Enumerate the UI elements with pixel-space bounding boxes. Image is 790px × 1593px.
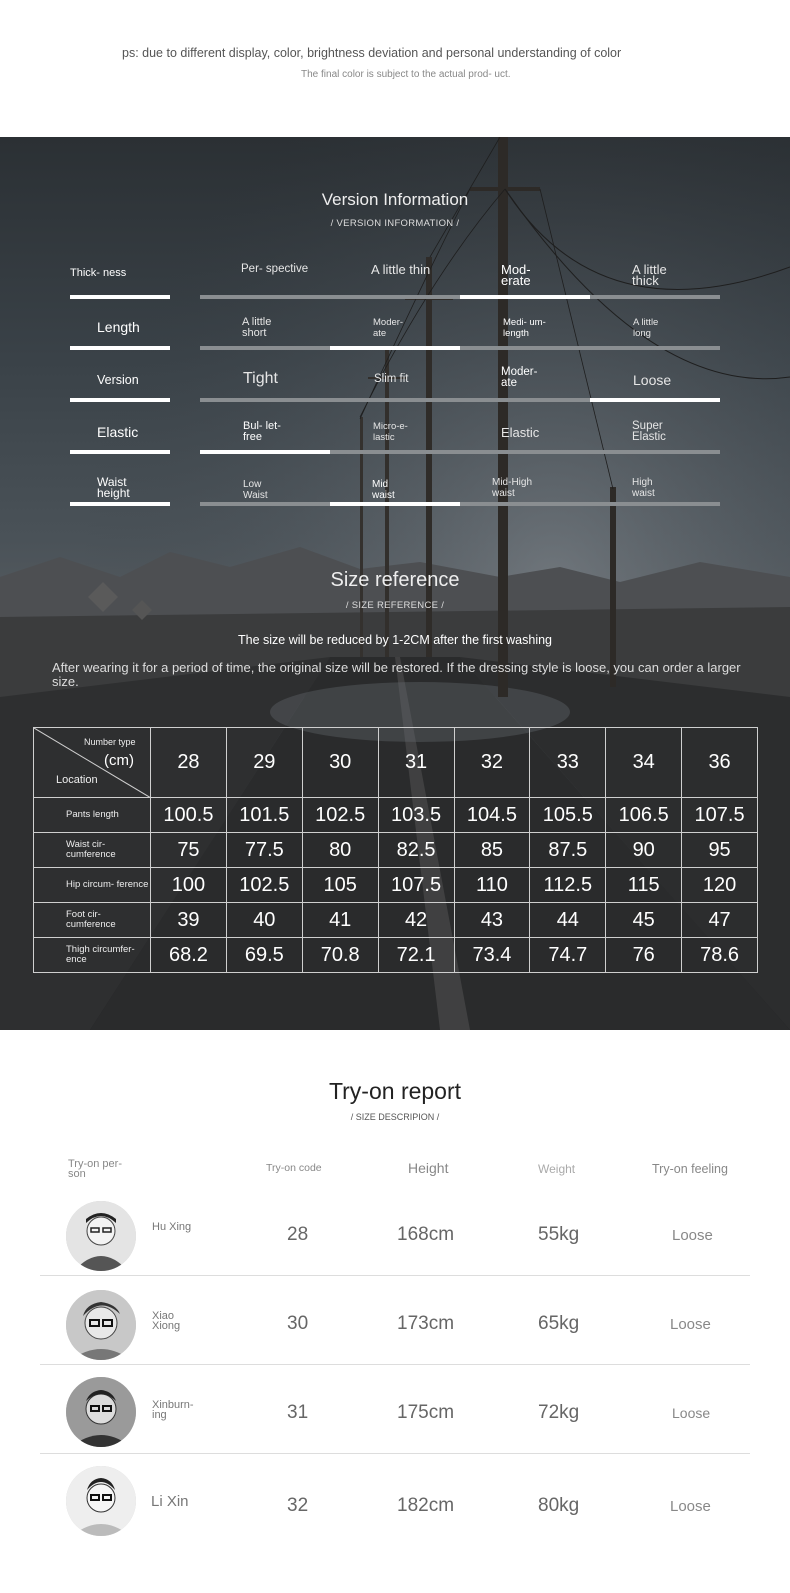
size-column-header: 31	[378, 728, 454, 798]
option-medium-length: Medi- um-length	[503, 317, 546, 339]
table-cell: 105.5	[530, 798, 606, 833]
table-cell: 76	[606, 938, 682, 973]
table-cell: 87.5	[530, 833, 606, 868]
option-moderate: Mod- erate	[501, 262, 531, 288]
height-value: 182cm	[397, 1495, 455, 1516]
header-tryon-code: Try-on code	[266, 1162, 322, 1174]
person-portrait-icon	[66, 1377, 136, 1447]
table-cell: 103.5	[378, 798, 454, 833]
selected-option-indicator	[200, 450, 330, 454]
size-table	[33, 727, 758, 973]
wearing-note: After wearing it for a period of time, the original size will be restored. If the dressing style is loose, you can order a larger size.	[52, 660, 741, 689]
option-super-elastic: Super Elastic	[632, 420, 666, 443]
table-row	[34, 798, 758, 833]
table-cell: 106.5	[606, 798, 682, 833]
disclaimer-line-2: The final color is subject to the actual prod- uct.	[301, 69, 511, 80]
size-column-header: 33	[530, 728, 606, 798]
disclaimer-line-1: ps: due to different display, color, brightness deviation and personal understanding of color	[122, 46, 622, 60]
table-cell: 74.7	[530, 938, 606, 973]
option-elastic: Elastic	[501, 425, 540, 440]
header-weight: Weight	[538, 1162, 576, 1176]
table-cell: 47	[682, 903, 758, 938]
table-cell: 107.5	[682, 798, 758, 833]
person-portrait-icon	[66, 1201, 136, 1271]
header-height: Height	[408, 1160, 449, 1176]
weight-value: 65kg	[538, 1313, 580, 1334]
table-cell: 68.2	[151, 938, 227, 973]
size-column-header: 28	[151, 728, 227, 798]
table-cell: 101.5	[226, 798, 302, 833]
label-underline	[70, 502, 170, 506]
tryon-feeling: Loose	[672, 1227, 713, 1244]
table-cell: 72.1	[378, 938, 454, 973]
table-cell: 120	[682, 868, 758, 903]
table-row	[34, 833, 758, 868]
row-label: Waist cir- cumference	[34, 833, 151, 868]
list-item	[40, 1454, 750, 1543]
option-a-little-long: A little long	[633, 317, 659, 339]
avatar	[66, 1290, 136, 1360]
option-mid-high-waist: Mid-High waist	[492, 477, 533, 499]
table-cell: 75	[151, 833, 227, 868]
avatar	[66, 1466, 136, 1536]
option-mid-waist: Mid waist	[372, 479, 395, 501]
label-underline	[70, 450, 170, 454]
table-cell: 82.5	[378, 833, 454, 868]
option-moderate: Moder- ate	[373, 317, 404, 339]
table-cell: 78.6	[682, 938, 758, 973]
avatar	[66, 1377, 136, 1447]
size-table-header	[34, 728, 758, 798]
tryon-code: 30	[287, 1313, 309, 1334]
row-label: Elastic	[97, 424, 139, 440]
number-type-label: Number type	[84, 737, 136, 747]
tryon-report-title: Try-on report	[328, 1078, 462, 1104]
table-cell: 100	[151, 868, 227, 903]
person-name: Li Xin	[151, 1493, 189, 1510]
table-cell: 115	[606, 868, 682, 903]
row-label: Waist height	[97, 475, 130, 500]
option-a-little-thick: A little thick	[632, 262, 667, 288]
option-moderate: Moder- ate	[501, 366, 538, 389]
weight-value: 55kg	[538, 1224, 580, 1245]
size-column-header: 36	[682, 728, 758, 798]
label-underline	[70, 346, 170, 350]
weight-value: 80kg	[538, 1495, 580, 1516]
avatar	[66, 1201, 136, 1271]
table-cell: 80	[302, 833, 378, 868]
tryon-report-section	[0, 1030, 790, 1593]
table-cell: 107.5	[378, 868, 454, 903]
table-cell: 112.5	[530, 868, 606, 903]
tryon-report-subtitle: / SIZE DESCRIPION /	[350, 1112, 440, 1122]
table-cell: 39	[151, 903, 227, 938]
table-corner-cell	[34, 728, 151, 798]
tryon-code: 28	[287, 1224, 309, 1245]
person-name: Xinburn- ing	[152, 1399, 194, 1421]
size-column-header: 29	[226, 728, 302, 798]
table-cell: 73.4	[454, 938, 530, 973]
row-label: Thigh circumfer- ence	[34, 938, 151, 973]
tryon-feeling: Loose	[670, 1316, 711, 1333]
selected-option-indicator	[590, 398, 720, 402]
header-tryon-person: Try-on per- son	[68, 1158, 122, 1180]
person-portrait-icon	[66, 1466, 136, 1536]
height-value: 168cm	[397, 1224, 455, 1245]
option-micro-elastic: Micro-e- lastic	[373, 421, 408, 443]
option-perspective: Per- spective	[241, 263, 309, 275]
table-cell: 44	[530, 903, 606, 938]
version-row-elastic	[0, 415, 790, 467]
washing-note: The size will be reduced by 1-2CM after the first washing	[237, 633, 553, 647]
version-row-length	[0, 309, 790, 361]
label-underline	[70, 398, 170, 402]
tryon-feeling: Loose	[670, 1498, 711, 1515]
table-cell: 85	[454, 833, 530, 868]
table-cell: 40	[226, 903, 302, 938]
table-cell: 100.5	[151, 798, 227, 833]
row-label: Foot cir- cumference	[34, 903, 151, 938]
table-row	[34, 868, 758, 903]
tryon-code: 31	[287, 1402, 309, 1423]
table-cell: 110	[454, 868, 530, 903]
version-row-waist-height	[0, 468, 790, 520]
option-low-waist: Low Waist	[243, 479, 268, 501]
person-name: Xiao Xiong	[152, 1310, 181, 1332]
size-reference-title: Size reference	[330, 569, 460, 591]
option-loose: Loose	[633, 372, 672, 388]
table-cell: 43	[454, 903, 530, 938]
selected-option-indicator	[330, 346, 460, 350]
version-info-title: Version Information	[321, 190, 469, 209]
selected-option-indicator	[330, 502, 460, 506]
tryon-feeling: Loose	[672, 1405, 711, 1421]
row-label: Pants length	[34, 798, 151, 833]
row-label: Hip circum- ference	[34, 868, 151, 903]
list-item	[40, 1276, 750, 1365]
version-row-thickness	[0, 257, 790, 309]
table-row	[34, 903, 758, 938]
option-a-little-thin: A little thin	[371, 262, 431, 277]
table-cell: 104.5	[454, 798, 530, 833]
table-cell: 77.5	[226, 833, 302, 868]
table-cell: 105	[302, 868, 378, 903]
table-cell: 95	[682, 833, 758, 868]
header-tryon-feeling: Try-on feeling	[652, 1162, 728, 1176]
table-cell: 45	[606, 903, 682, 938]
table-cell: 70.8	[302, 938, 378, 973]
row-label: Version	[97, 373, 139, 387]
selected-option-indicator	[460, 295, 590, 299]
tryon-code: 32	[287, 1495, 309, 1516]
table-cell: 41	[302, 903, 378, 938]
row-label: Thick- ness	[70, 267, 127, 279]
height-value: 175cm	[397, 1402, 455, 1423]
size-reference-subtitle: / SIZE REFERENCE /	[345, 600, 445, 611]
unit-label: (cm)	[104, 752, 134, 769]
person-portrait-icon	[66, 1290, 136, 1360]
version-info-subtitle: / VERSION INFORMATION /	[330, 218, 460, 229]
option-a-little-short: A little short	[242, 316, 272, 339]
option-tight: Tight	[243, 370, 278, 387]
table-cell: 102.5	[226, 868, 302, 903]
table-cell: 102.5	[302, 798, 378, 833]
table-cell: 90	[606, 833, 682, 868]
location-label: Location	[56, 774, 98, 786]
list-item	[40, 1365, 750, 1454]
color-disclaimer	[0, 0, 790, 137]
size-column-header: 32	[454, 728, 530, 798]
person-name: Hu Xing	[152, 1221, 192, 1233]
option-bullet-free: Bul- let-free	[243, 420, 281, 443]
option-slim-fit: Slim fit	[374, 373, 409, 385]
version-row-version	[0, 362, 790, 414]
height-value: 173cm	[397, 1313, 455, 1334]
table-cell: 69.5	[226, 938, 302, 973]
option-track	[200, 346, 720, 350]
size-column-header: 34	[606, 728, 682, 798]
option-track	[200, 502, 720, 506]
option-high-waist: High waist	[632, 477, 655, 499]
size-column-header: 30	[302, 728, 378, 798]
label-underline	[70, 295, 170, 299]
row-label: Length	[97, 319, 140, 335]
weight-value: 72kg	[538, 1402, 580, 1423]
table-row	[34, 938, 758, 973]
table-cell: 42	[378, 903, 454, 938]
list-item	[40, 1187, 750, 1276]
